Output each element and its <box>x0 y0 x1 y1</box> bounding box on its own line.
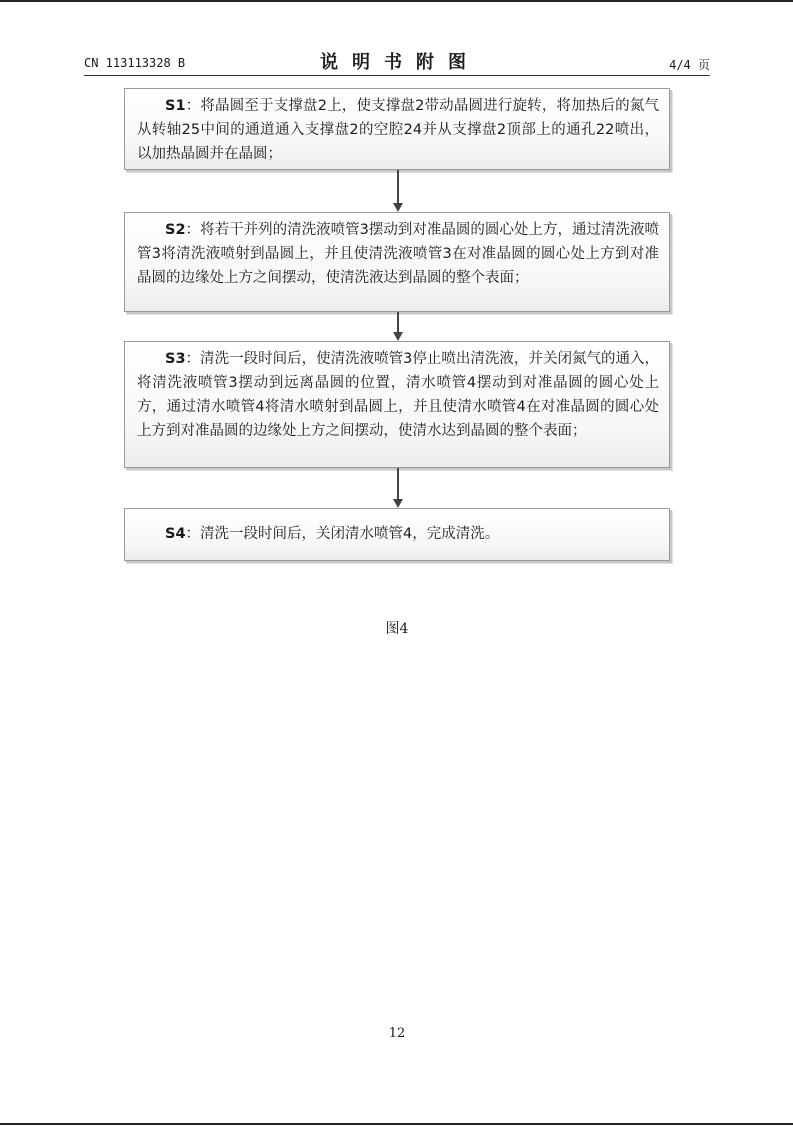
step-label: S4 <box>165 526 186 542</box>
header-title: 说明书附图 <box>320 52 480 73</box>
step-text: ：将若干并列的清洗液喷管3摆动到对准晶圆的圆心处上方，通过清洗液喷管3将清洗液喷射到晶圆上，并且使清洗液喷管3在对准晶圆的圆心处上方到对准晶圆的边缘处上方之间摆动，使清洗液达到晶圆的整个表面； <box>137 222 659 286</box>
figure-caption: 图4 <box>385 621 409 637</box>
flow-arrow-down <box>393 170 403 212</box>
flow-arrow-down <box>393 312 403 341</box>
step-text: ：将晶圆至于支撑盘2上，使支撑盘2带动晶圆进行旋转，将加热后的氮气从转轴25中间的通道通入支撑盘2的空腔24并从支撑盘2顶部上的通孔22喷出，以加热晶圆并在晶圆； <box>137 98 659 162</box>
step-label: S3 <box>165 351 186 367</box>
step-box-s3 <box>124 341 670 468</box>
bottom-border <box>0 1123 793 1125</box>
page-number: 12 <box>388 1026 406 1041</box>
step-box-s4 <box>124 508 670 561</box>
publication-number: CN 113113328 B <box>84 56 186 70</box>
top-border <box>0 0 793 2</box>
step-label: S2 <box>165 222 186 238</box>
flow-arrow-down <box>393 468 403 508</box>
page-count-label: 4/4 页 <box>669 58 710 72</box>
step-text: ：清洗一段时间后，关闭清水喷管4，完成清洗。 <box>185 526 500 542</box>
step-box-s1 <box>124 88 670 170</box>
header-divider <box>84 75 710 76</box>
step-box-s2 <box>124 212 670 312</box>
step-text: ：清洗一段时间后，使清洗液喷管3停止喷出清洗液，并关闭氮气的通入，将清洗液喷管3摆动到远离晶圆的位置，清水喷管4摆动到对准晶圆的圆心处上方，通过清水喷管4将清水喷射到晶圆上，并且使清水喷管4在对准晶圆的圆心处上方到对准晶圆的边缘处上方之间摆动，使清水达到晶圆的整个表面； <box>137 351 659 439</box>
page-header <box>84 44 710 76</box>
step-label: S1 <box>165 98 186 114</box>
